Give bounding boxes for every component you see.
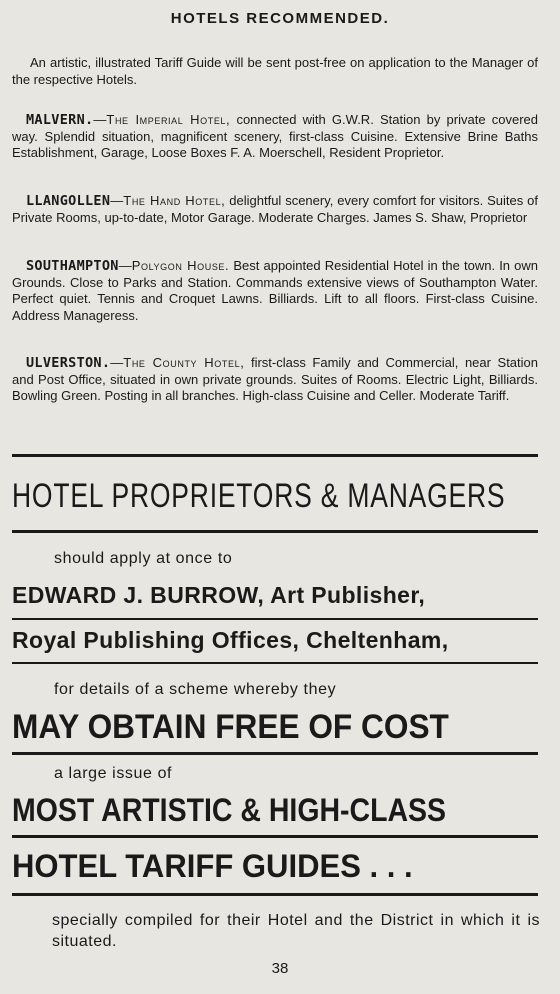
- artistic-rule: [12, 835, 538, 838]
- entry-place: LLANGOLLEN: [26, 193, 111, 209]
- advert-headline: HOTEL PROPRIETORS & MANAGERS: [12, 477, 506, 515]
- entry-place: SOUTHAMPTON: [26, 258, 119, 274]
- entry-text: first-class Family and Commercial, near Station and Post Office, situated in own private grounds. Suites of Rooms. Electric Light, Billiards. Bowling Green. Posting in all branches. High-class Cuisine and Celler. Moderate Tariff.: [12, 355, 538, 403]
- tariff-guides-line: HOTEL TARIFF GUIDES . . .: [12, 848, 413, 884]
- offices-rule: [12, 662, 538, 664]
- entry-text: delightful scenery, every comfort for visitors. Suites of Private Rooms, up-to-date, Motor Garage. Moderate Charges. James S. Shaw, Proprietor: [12, 193, 538, 225]
- offices-line: Royal Publishing Offices, Cheltenham,: [12, 627, 449, 653]
- issue-line: a large issue of: [54, 765, 173, 782]
- page-number: 38: [271, 960, 289, 977]
- entry-place: ULVERSTON.: [26, 355, 111, 371]
- entry-dash: —: [118, 258, 132, 273]
- entry-hotel-name: Polygon House.: [131, 258, 230, 273]
- hotel-entry-southampton: [12, 258, 538, 324]
- headline-rule: [12, 530, 538, 533]
- closing-paragraph: specially compiled for their Hotel and the District in which it is situated.: [52, 912, 540, 950]
- page-heading: HOTELS RECOMMENDED.: [170, 10, 390, 27]
- entry-dash: —: [93, 112, 107, 127]
- apply-line: should apply at once to: [54, 550, 233, 567]
- entry-text: Best appointed Residential Hotel in the town. In own Grounds. Close to Parks and Station. Commands extensive views of Southampton Water. Perfect quiet. Tennis and Croquet Lawns. Billiards. Lift to all floors. First-class Cuisine. Address Manageress.: [12, 258, 538, 323]
- guides-rule: [12, 893, 538, 896]
- intro-paragraph: An artistic, illustrated Tariff Guide will be sent post-free on application to the Manager of the respective Hotels.: [12, 55, 538, 87]
- hotel-entry-llangollen: [12, 193, 538, 226]
- section-divider: [12, 454, 538, 457]
- free-of-cost-line: MAY OBTAIN FREE OF COST: [12, 708, 449, 746]
- entry-dash: —: [110, 355, 124, 370]
- entry-hotel-name: The Hand Hotel,: [123, 193, 226, 208]
- free-rule: [12, 752, 538, 755]
- entry-place: MALVERN.: [26, 112, 94, 128]
- hotel-entry-ulverston: [12, 355, 538, 405]
- entry-hotel-name: The Imperial Hotel,: [106, 112, 231, 127]
- publisher-line: EDWARD J. BURROW, Art Publisher,: [12, 582, 426, 608]
- artistic-line: MOST ARTISTIC & HIGH-CLASS: [12, 792, 447, 828]
- details-line: for details of a scheme whereby they: [54, 681, 337, 698]
- entry-hotel-name: The County Hotel,: [123, 355, 245, 370]
- hotel-entry-malvern: [12, 112, 538, 162]
- entry-text: connected with G.W.R. Station by private covered way. Splendid situation, magnificent scenery, first-class Cuisine. Extensive Brine Baths Establishment, Garage, Loose Boxes F. A. Moerschell, Resident Proprietor.: [12, 112, 538, 160]
- entry-dash: —: [110, 193, 124, 208]
- publisher-rule: [12, 618, 538, 620]
